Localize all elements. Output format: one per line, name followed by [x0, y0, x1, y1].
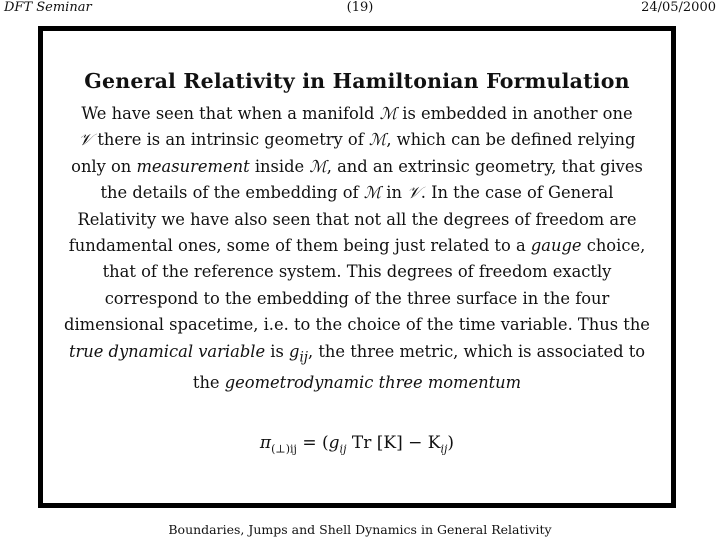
- text-run: inside: [249, 156, 310, 176]
- manifold-symbol: ℳ: [379, 104, 398, 123]
- math-operator: ): [447, 433, 455, 453]
- text-run: , which can be defined relying only on: [71, 130, 636, 176]
- footer-talk-title: Boundaries, Jumps and Shell Dynamics in General Relativity: [168, 522, 552, 537]
- math-expression: Tr [K] − K: [351, 433, 441, 453]
- math-subscript: ij: [299, 348, 309, 365]
- emphasis-text: true dynamical variable: [68, 341, 266, 361]
- text-run: choice, that of the reference system. This degrees of freedom exactly correspond to the embedding of the three surface in the four dimensional spacetime, i.e. to the choice of the time variable. Thus the: [64, 236, 650, 335]
- text-run: . In the case of General Relativity we have also seen that not all the degrees of freedom are fundamental ones, some of them being just related to a: [68, 183, 637, 256]
- math-variable: g: [289, 341, 300, 361]
- slide-frame: [38, 26, 676, 508]
- manifold-symbol: ℳ: [309, 156, 327, 176]
- header-seminar-name: DFT Seminar: [4, 0, 92, 15]
- text-run: , the three metric, which is associated to the: [192, 341, 646, 393]
- momentum-equation: [43, 433, 671, 455]
- text-run: in: [381, 183, 408, 203]
- math-variable: g: [328, 433, 340, 453]
- math-operator: = (: [296, 433, 329, 453]
- text-run: there is an intrinsic geometry of: [92, 130, 369, 150]
- math-subscript: (⊥)ij: [271, 442, 297, 456]
- math-subscript: ij: [440, 442, 448, 456]
- slide-body: [61, 101, 653, 397]
- emphasis-text: measurement: [136, 156, 250, 176]
- math-subscript: ij: [339, 442, 347, 456]
- text-run: , and an extrinsic geometry, that gives the details of the embedding of: [100, 156, 643, 203]
- manifold-symbol: 𝒱: [78, 130, 93, 150]
- manifold-symbol: ℳ: [363, 183, 382, 203]
- header-page-number: (19): [346, 0, 374, 15]
- manifold-symbol: 𝒱: [407, 183, 421, 203]
- math-variable: π: [259, 433, 272, 453]
- body-paragraph: [61, 101, 653, 397]
- text-run: is: [265, 341, 290, 361]
- slide-title: General Relativity in Hamiltonian Formulation: [84, 69, 630, 93]
- header-date: 24/05/2000: [641, 0, 716, 15]
- emphasis-text: geometrodynamic three momentum: [224, 373, 522, 393]
- emphasis-text: gauge: [530, 236, 582, 256]
- text-run: is embedded in another one: [397, 104, 633, 123]
- text-run: We have seen that when a manifold: [81, 104, 380, 123]
- manifold-symbol: ℳ: [368, 130, 387, 150]
